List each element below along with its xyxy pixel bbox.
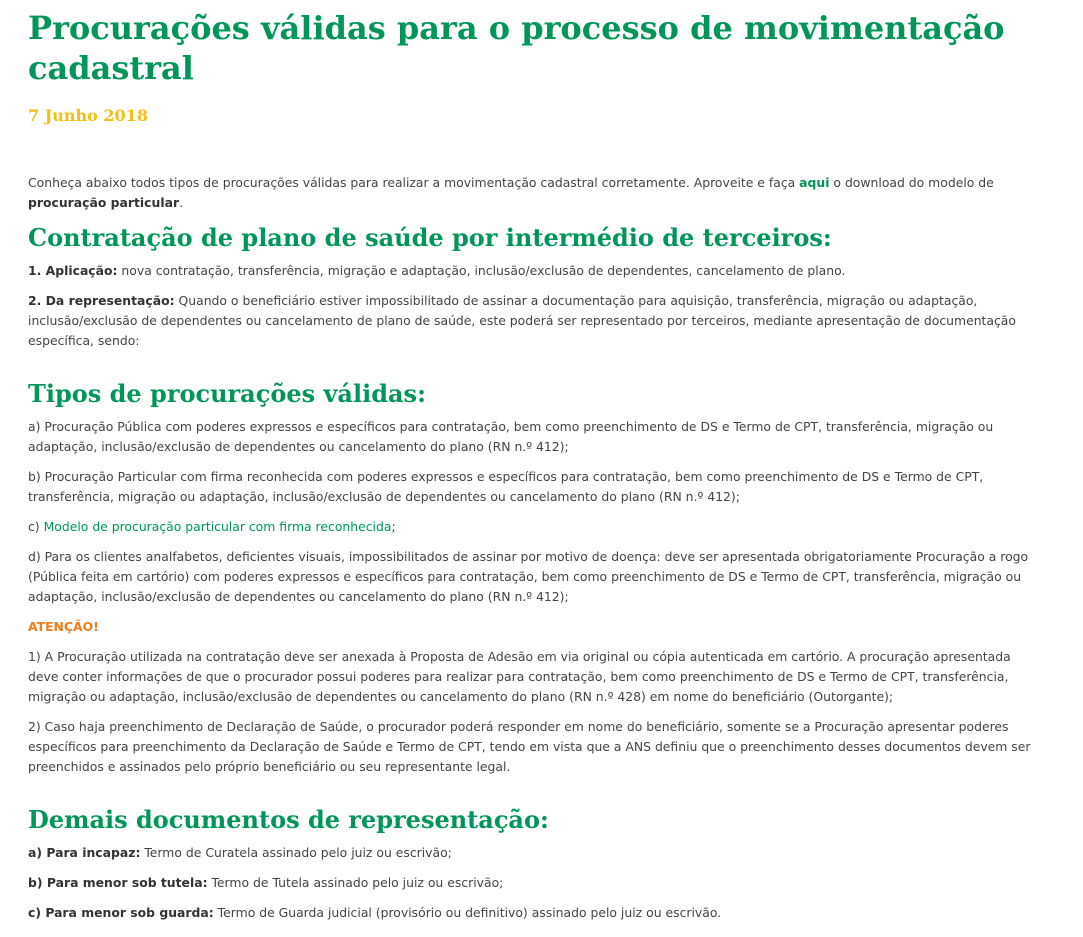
tipo-c — [28, 517, 1043, 537]
atencao-item-1: 1) A Procuração utilizada na contratação deve ser anexada à Proposta de Adesão em via original ou cópia autenticada em cartório. A procuração apresentada deve conter informações de que o procurador possui poderes para realizar para contratação, bem como preenchimento de DS e Termo de CPT, transferência, migração ou adaptação, inclusão/exclusão de dependentes ou cancelamento do plano (RN n.º 428) em nome do beneficiário (Outorgante); — [28, 649, 1011, 704]
tipo-b: b) Procuração Particular com firma reconhecida com poderes expressos e específicos para contratação, bem como preenchimento de DS e Termo de CPT, transferência, migração ou adaptação, inclusão/exclusão de dependentes ou cancelamento do plano (RN n.º 412); — [28, 469, 984, 504]
representacao-text: Quando o beneficiário estiver impossibilitado de assinar a documentação para aquisição, transferência, migração ou adaptação, inclusão/exclusão de dependentes ou cancelamento de plano de saúde, este poderá ser representado por terceiros, mediante apresentação de documentação específica, sendo: — [28, 293, 1016, 348]
section-heading-demais: Demais documentos de representação: — [28, 805, 549, 834]
page-title: Procurações válidas para o processo de movimentação cadastral — [28, 9, 1005, 87]
demais-b-label: b) Para menor sob tutela: — [28, 875, 208, 890]
demais-a-text: Termo de Curatela assinado pelo juiz ou escrivão; — [140, 845, 452, 860]
atencao-label: ATENÇÃO! — [28, 619, 99, 634]
demais-a-label: a) Para incapaz: — [28, 845, 141, 860]
demais-c — [28, 903, 1043, 923]
atencao-item-2: 2) Caso haja preenchimento de Declaração de Saúde, o procurador poderá responder em nome do beneficiário, somente se a Procuração apresentar poderes específicos para preenchimento da Declaração de Saúde e Termo de CPT, tendo em vista que a ANS definiu que o preenchimento desses documentos devem ser preenchidos e assinados pelo próprio beneficiário ou seu representante legal. — [28, 719, 1031, 774]
modelo-procuracao-link[interactable]: Modelo de procuração particular com firma reconhecida — [43, 519, 392, 534]
section-heading-contratacao: Contratação de plano de saúde por intermédio de terceiros: — [28, 223, 832, 252]
intro-bold: procuração particular — [28, 195, 180, 210]
publish-date: 7 Junho 2018 — [28, 106, 148, 125]
demais-b — [28, 873, 1043, 893]
intro-paragraph — [28, 173, 1043, 213]
download-link[interactable]: aqui — [799, 175, 830, 190]
section-heading-tipos: Tipos de procurações válidas: — [28, 379, 426, 408]
demais-a — [28, 843, 1043, 863]
tipo-a: a) Procuração Pública com poderes expressos e específicos para contratação, bem como preenchimento de DS e Termo de CPT, transferência, migração ou adaptação, inclusão/exclusão de dependentes ou cancelamento do plano (RN n.º 412); — [28, 419, 994, 454]
tipo-d: d) Para os clientes analfabetos, deficientes visuais, impossibilitados de assinar por motivo de doença: deve ser apresentada obrigatoriamente Procuração a rogo (Pública feita em cartório) com poderes expressos e específicos para contratação, bem como preenchimento de DS e Termo de CPT, transferência, migração ou adaptação, inclusão/exclusão de dependentes ou cancelamento do plano (RN n.º 412); — [28, 549, 1029, 604]
demais-c-text: Termo de Guarda judicial (provisório ou definitivo) assinado pelo juiz ou escrivão. — [213, 905, 722, 920]
intro-text-1: Conheça abaixo todos tipos de procurações válidas para realizar a movimentação cadastral corretamente. Aproveite e faça — [28, 175, 800, 190]
intro-end: . — [179, 195, 184, 210]
tipo-c-suffix: ; — [391, 519, 396, 534]
demais-c-label: c) Para menor sob guarda: — [28, 905, 214, 920]
aplicacao-paragraph — [28, 261, 1043, 281]
representacao-label: 2. Da representação: — [28, 293, 175, 308]
representacao-paragraph — [28, 291, 1043, 351]
intro-text-2: o download do modelo de — [829, 175, 994, 190]
tipo-c-prefix: c) — [28, 519, 44, 534]
aplicacao-label: 1. Aplicação: — [28, 263, 118, 278]
aplicacao-text: nova contratação, transferência, migração e adaptação, inclusão/exclusão de dependentes, cancelamento de plano. — [117, 263, 846, 278]
demais-b-text: Termo de Tutela assinado pelo juiz ou escrivão; — [207, 875, 504, 890]
